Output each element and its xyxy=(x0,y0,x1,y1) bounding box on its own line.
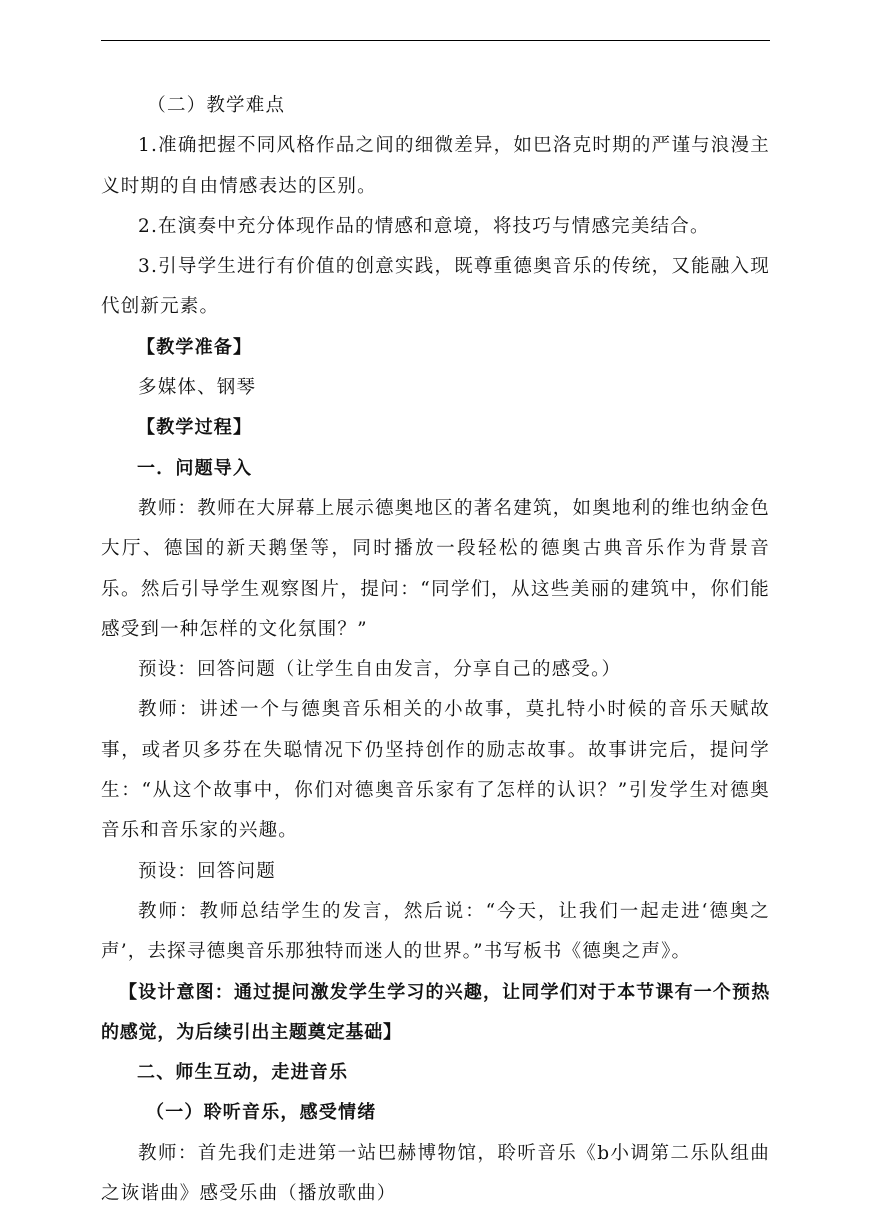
paragraph: 3.引导学生进行有价值的创意实践，既尊重德奥音乐的传统，又能融入现代创新元素。 xyxy=(101,256,770,318)
paragraph: 预设：回答问题（让学生自由发言，分享自己的感受。） xyxy=(138,659,622,681)
header-rule xyxy=(101,40,770,41)
paragraph: 教师：首先我们走进第一站巴赫博物馆，聆听音乐《b小调第二乐队组曲之诙谐曲》感受乐曲（播放歌曲） xyxy=(101,1142,770,1205)
section-heading-preparation: 【教学准备】 xyxy=(137,336,253,358)
step-heading-interaction: 二、师生互动，走进音乐 xyxy=(137,1062,349,1084)
subheading-difficulties: （二）教学难点 xyxy=(147,95,286,116)
paragraph: 教师：教师在大屏幕上展示德奥地区的著名建筑，如奥地利的维也纳金色大厅、德国的新天鹅堡等，同时播放一段轻松的德奥古典音乐作为背景音乐。然后引导学生观察图片，提问：“同学们，从这些美丽的建筑中，你们能感受到一种怎样的文化氛围？” xyxy=(101,497,770,640)
design-intent-note: 【设计意图：通过提问激发学生学习的兴趣，让同学们对于本节课有一个预热的感觉，为后续引出主题奠定基础】 xyxy=(101,981,770,1043)
paragraph: 2.在演奏中充分体现作品的情感和意境，将技巧与情感完美结合。 xyxy=(138,215,710,237)
paragraph: 教师：教师总结学生的发言，然后说：“今天，让我们一起走进‘德奥之声’，去探寻德奥音乐那独特而迷人的世界。”书写板书《德奥之声》。 xyxy=(101,900,770,963)
section-heading-process: 【教学过程】 xyxy=(137,417,253,439)
paragraph: 教师：讲述一个与德奥音乐相关的小故事，莫扎特小时候的音乐天赋故事，或者贝多芬在失聪情况下仍坚持创作的励志故事。故事讲完后，提问学生：“从这个故事中，你们对德奥音乐家有了怎样的认识？”引发学生对德奥音乐和音乐家的兴趣。 xyxy=(101,699,770,842)
paragraph: 1.准确把握不同风格作品之间的细微差异，如巴洛克时期的严谨与浪漫主义时期的自由情感表达的区别。 xyxy=(101,135,770,197)
paragraph: 预设：回答问题 xyxy=(138,860,276,882)
document-body xyxy=(101,86,770,1214)
step-heading-intro: 一．问题导入 xyxy=(137,457,253,479)
paragraph: 多媒体、钢琴 xyxy=(138,377,257,399)
subheading-listen: （一）聆听音乐，感受情绪 xyxy=(146,1102,377,1124)
